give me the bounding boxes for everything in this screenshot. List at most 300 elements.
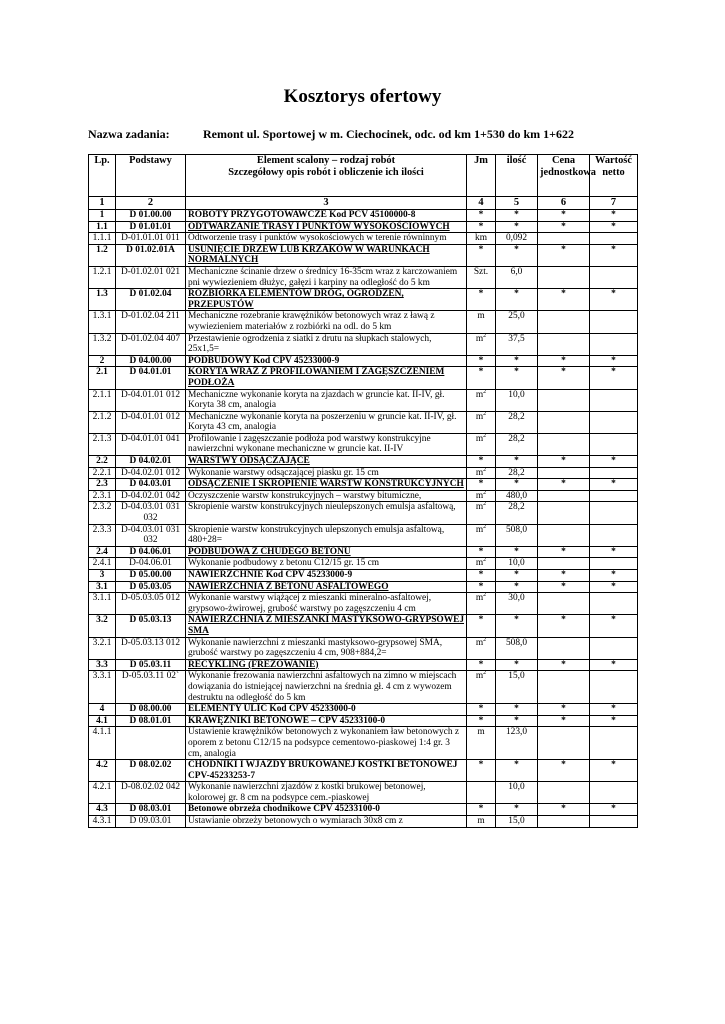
row-description: Wykonanie warstwy odsączającej piasku gr. 15 cm — [186, 467, 467, 479]
row-podstawy: D 05.03.13 — [116, 615, 186, 637]
row-podstawy: D 04.00.00 — [116, 355, 186, 367]
row-lp: 3 — [89, 570, 116, 582]
row-unit-price: * — [538, 715, 590, 727]
row-podstawy — [116, 727, 186, 760]
row-quantity: 15,0 — [496, 671, 538, 704]
table-row — [89, 558, 638, 570]
row-unit: m — [467, 816, 496, 828]
row-lp: 3.2.1 — [89, 637, 116, 659]
row-net-value: * — [590, 546, 638, 558]
row-unit-price: * — [538, 581, 590, 593]
row-lp: 2.1 — [89, 367, 116, 389]
row-description: NAWIERZCHNIA Z MIESZANKI MASTYKSOWO-GRYPSOWEJ SMA — [186, 615, 467, 637]
row-unit-price — [538, 727, 590, 760]
row-quantity: * — [496, 760, 538, 782]
row-quantity: 15,0 — [496, 816, 538, 828]
row-quantity: 480,0 — [496, 490, 538, 502]
row-net-value: * — [590, 581, 638, 593]
row-net-value — [590, 311, 638, 333]
row-description: Ustawienie krawężników betonowych z wykonaniem ław betonowych z oporem z betonu C12/15 na podsypce cementowo-piaskowej 1:4 gr. 3 cm, analogia — [186, 727, 467, 760]
row-description: NAWIERZCHNIE Kod CPV 45233000-9 — [186, 570, 467, 582]
row-lp: 3.2 — [89, 615, 116, 637]
row-unit-price: * — [538, 479, 590, 491]
table-row — [89, 333, 638, 355]
row-podstawy: D 04.02.01 — [116, 456, 186, 468]
row-unit-price: * — [538, 570, 590, 582]
row-lp: 2.4.1 — [89, 558, 116, 570]
row-podstawy: D 04.06.01 — [116, 546, 186, 558]
row-description: Mechaniczne ścinanie drzew o średnicy 16-35cm wraz z karczowaniem pni wywiezieniem dłużyc, gałęzi i karpiny na odległość do 5 km — [186, 266, 467, 288]
row-unit: $m^2$ — [467, 558, 496, 570]
header-element-line2: Szczegółowy opis robót i obliczenie ich ilości — [228, 166, 424, 178]
row-net-value: * — [590, 456, 638, 468]
row-quantity: 123,0 — [496, 727, 538, 760]
row-unit-price — [538, 467, 590, 479]
row-description: KRAWĘŻNIKI BETONOWE – CPV 45233100-0 — [186, 715, 467, 727]
row-podstawy: D-05.03.13 012 — [116, 637, 186, 659]
row-lp: 1 — [89, 210, 116, 222]
row-lp: 2.3 — [89, 479, 116, 491]
row-description: Wykonanie nawierzchni z mieszanki mastyksowo-grypsowej SMA, grubość warstwy po zagęszczeniu 4 cm, 908+884,2= — [186, 637, 467, 659]
row-podstawy: D 08.01.01 — [116, 715, 186, 727]
row-net-value: * — [590, 479, 638, 491]
row-quantity: 508,0 — [496, 637, 538, 659]
row-podstawy: D 05.00.00 — [116, 570, 186, 582]
row-unit: $m^2$ — [467, 524, 496, 546]
table-row — [89, 546, 638, 558]
row-lp: 2.3.2 — [89, 502, 116, 524]
row-unit-price — [538, 524, 590, 546]
row-unit-price: * — [538, 210, 590, 222]
table-row — [89, 389, 638, 411]
table-row — [89, 804, 638, 816]
table-row — [89, 467, 638, 479]
row-quantity: 28,2 — [496, 467, 538, 479]
row-unit: * — [467, 659, 496, 671]
row-quantity: 25,0 — [496, 311, 538, 333]
row-description: Przestawienie ogrodzenia z siatki z drutu na słupkach stalowych, 25x1,5= — [186, 333, 467, 355]
row-unit-price — [538, 671, 590, 704]
row-podstawy: D 04.01.01 — [116, 367, 186, 389]
table-row — [89, 615, 638, 637]
row-unit: m — [467, 727, 496, 760]
row-unit: m — [467, 311, 496, 333]
table-row — [89, 715, 638, 727]
row-unit: * — [467, 704, 496, 716]
row-podstawy: D-04.02.01 042 — [116, 490, 186, 502]
header-cena: Cena jednostkowa — [538, 155, 590, 197]
row-unit: Szt. — [467, 266, 496, 288]
row-description: Wykonanie warstwy wiążącej z mieszanki mineralno-asfaltowej, grypsowo-żwirowej, grubość warstwy po zagęszczeniu 4 cm — [186, 593, 467, 615]
row-unit: * — [467, 804, 496, 816]
row-quantity: * — [496, 456, 538, 468]
row-description: ELEMENTY ULIC Kod CPV 45233000-0 — [186, 704, 467, 716]
row-description: Wykonanie frezowania nawierzchni asfaltowych na zimno w miejscach dowiązania do istniejącej nawierzchni na średnia gł. 4 cm z wywozem destruktu na odległość do 5 km — [186, 671, 467, 704]
row-quantity: 10,0 — [496, 389, 538, 411]
row-podstawy: D 09.03.01 — [116, 816, 186, 828]
row-unit: * — [467, 456, 496, 468]
column-number: 5 — [496, 197, 538, 210]
row-quantity: 28,2 — [496, 502, 538, 524]
row-net-value — [590, 233, 638, 245]
row-unit-price — [538, 411, 590, 433]
row-unit-price: * — [538, 659, 590, 671]
row-description: Wykonanie podbudowy z betonu C12/15 gr. 15 cm — [186, 558, 467, 570]
row-unit-price: * — [538, 221, 590, 233]
row-unit: $m^2$ — [467, 637, 496, 659]
row-description: Odtworzenie trasy i punktów wysokościowych w terenie równinnym — [186, 233, 467, 245]
row-podstawy: D 04.03.01 — [116, 479, 186, 491]
task-name: Remont ul. Sportowej w m. Ciechocinek, odc. od km 1+530 do km 1+622 — [203, 127, 575, 141]
row-quantity: * — [496, 581, 538, 593]
row-unit-price — [538, 637, 590, 659]
row-description: Betonowe obrzeża chodnikowe CPV 45233100-0 — [186, 804, 467, 816]
row-quantity: 28,2 — [496, 411, 538, 433]
row-unit-price: * — [538, 760, 590, 782]
row-unit-price — [538, 389, 590, 411]
row-description: Profilowanie i zagęszczanie podłoża pod warstwy konstrukcyjne nawierzchni wykonane mechaniczne w gruncie kat. II-IV — [186, 433, 467, 455]
row-net-value — [590, 389, 638, 411]
row-quantity: 10,0 — [496, 558, 538, 570]
row-unit-price — [538, 266, 590, 288]
column-number: 3 — [186, 197, 467, 210]
row-unit: $m^2$ — [467, 467, 496, 479]
row-unit: $m^2$ — [467, 389, 496, 411]
row-unit — [467, 782, 496, 804]
row-net-value: * — [590, 210, 638, 222]
row-description: Mechaniczne rozebranie krawężników betonowych wraz z ławą z wywiezieniem materiałów z rozbiórki na odl. do 5 km — [186, 311, 467, 333]
row-lp: 1.3 — [89, 289, 116, 311]
row-quantity: * — [496, 355, 538, 367]
row-lp: 2.1.2 — [89, 411, 116, 433]
row-unit: * — [467, 479, 496, 491]
header-ilosc: ilość — [496, 155, 538, 197]
row-description: PODBUDOWY Kod CPV 45233000-9 — [186, 355, 467, 367]
row-unit: $m^2$ — [467, 411, 496, 433]
row-quantity: 6,0 — [496, 266, 538, 288]
row-description: USUNIĘCIE DRZEW LUB KRZAKÓW W WARUNKACH NORMALNYCH — [186, 244, 467, 266]
row-lp: 4.1 — [89, 715, 116, 727]
row-lp: 1.3.1 — [89, 311, 116, 333]
header-wartosc: Wartość netto — [590, 155, 638, 197]
row-lp: 1.2.1 — [89, 266, 116, 288]
row-lp: 4.1.1 — [89, 727, 116, 760]
row-description: NAWIERZCHNIA Z BETONU ASFALTOWEGO — [186, 581, 467, 593]
table-row — [89, 311, 638, 333]
row-unit: $m^2$ — [467, 490, 496, 502]
row-lp: 3.3.1 — [89, 671, 116, 704]
table-row — [89, 456, 638, 468]
row-podstawy: D 08.00.00 — [116, 704, 186, 716]
row-unit: * — [467, 210, 496, 222]
row-unit: * — [467, 570, 496, 582]
row-unit-price — [538, 816, 590, 828]
row-net-value: * — [590, 804, 638, 816]
row-unit: $m^2$ — [467, 671, 496, 704]
row-unit-price: * — [538, 289, 590, 311]
table-row — [89, 221, 638, 233]
row-net-value — [590, 782, 638, 804]
row-net-value — [590, 433, 638, 455]
row-net-value: * — [590, 704, 638, 716]
row-lp: 1.3.2 — [89, 333, 116, 355]
row-net-value — [590, 524, 638, 546]
row-podstawy: D 01.02.01A — [116, 244, 186, 266]
row-podstawy: D-04.01.01 041 — [116, 433, 186, 455]
row-podstawy: D-01.02.04 211 — [116, 311, 186, 333]
row-lp: 2.3.3 — [89, 524, 116, 546]
row-quantity: 10,0 — [496, 782, 538, 804]
row-quantity: * — [496, 659, 538, 671]
row-lp: 4 — [89, 704, 116, 716]
row-lp: 4.2 — [89, 760, 116, 782]
header-element — [186, 155, 467, 197]
row-lp: 2 — [89, 355, 116, 367]
table-row — [89, 524, 638, 546]
row-quantity: * — [496, 210, 538, 222]
row-description: WARSTWY ODSĄCZAJĄCE — [186, 456, 467, 468]
column-number: 2 — [116, 197, 186, 210]
row-description: ODTWARZANIE TRASY I PUNKTÓW WYSOKOŚCIOWYCH — [186, 221, 467, 233]
header-lp: Lp. — [89, 155, 116, 197]
table-row — [89, 570, 638, 582]
row-unit-price: * — [538, 367, 590, 389]
table-row — [89, 581, 638, 593]
row-unit: * — [467, 221, 496, 233]
row-quantity: * — [496, 804, 538, 816]
task-label: Nazwa zadania: — [88, 127, 170, 141]
row-lp: 1.2 — [89, 244, 116, 266]
row-description: KORYTA WRAZ Z PROFILOWANIEM I ZAGĘSZCZENIEM PODŁOŻA — [186, 367, 467, 389]
row-unit-price — [538, 233, 590, 245]
row-net-value: * — [590, 221, 638, 233]
row-net-value: * — [590, 615, 638, 637]
table-row — [89, 210, 638, 222]
row-lp: 4.2.1 — [89, 782, 116, 804]
table-row — [89, 289, 638, 311]
table-row — [89, 411, 638, 433]
row-net-value — [590, 727, 638, 760]
row-description: Mechaniczne wykonanie koryta na poszerzeniu w gruncie kat. II-IV, gł. Koryta 43 cm, analogia — [186, 411, 467, 433]
cost-estimate-table — [88, 154, 638, 828]
row-podstawy: D 01.02.04 — [116, 289, 186, 311]
table-row — [89, 637, 638, 659]
row-unit-price — [538, 490, 590, 502]
row-description: Wykonanie nawierzchni zjazdów z kostki brukowej betonowej, kolorowej gr. 8 cm na podsypce cem.-piaskowej — [186, 782, 467, 804]
row-quantity: * — [496, 221, 538, 233]
row-lp: 1.1.1 — [89, 233, 116, 245]
document-title: Kosztorys ofertowy — [283, 86, 442, 107]
row-unit: * — [467, 715, 496, 727]
row-lp: 2.4 — [89, 546, 116, 558]
row-unit-price — [538, 433, 590, 455]
row-unit: * — [467, 355, 496, 367]
row-net-value — [590, 637, 638, 659]
row-lp: 2.2.1 — [89, 467, 116, 479]
row-lp: 2.3.1 — [89, 490, 116, 502]
row-unit-price — [538, 558, 590, 570]
row-net-value — [590, 816, 638, 828]
row-net-value — [590, 593, 638, 615]
row-description: PODBUDOWA Z CHUDEGO BETONU — [186, 546, 467, 558]
column-number: 1 — [89, 197, 116, 210]
row-podstawy: D-01.01.01 011 — [116, 233, 186, 245]
row-net-value: * — [590, 367, 638, 389]
row-quantity: * — [496, 289, 538, 311]
row-quantity: * — [496, 367, 538, 389]
table-row — [89, 433, 638, 455]
row-quantity: * — [496, 244, 538, 266]
row-quantity: 508,0 — [496, 524, 538, 546]
row-net-value — [590, 411, 638, 433]
table-row — [89, 367, 638, 389]
row-podstawy: D-05.03.11 02` — [116, 671, 186, 704]
row-lp: 4.3 — [89, 804, 116, 816]
row-unit-price: * — [538, 355, 590, 367]
row-unit-price — [538, 333, 590, 355]
row-unit-price: * — [538, 456, 590, 468]
row-podstawy: D 01.01.01 — [116, 221, 186, 233]
row-unit-price: * — [538, 546, 590, 558]
column-number: 6 — [538, 197, 590, 210]
table-row — [89, 671, 638, 704]
row-description: Skropienie warstw konstrukcyjnych ulepszonych emulsja asfaltową, 480+28= — [186, 524, 467, 546]
column-number: 4 — [467, 197, 496, 210]
row-description: Mechaniczne wykonanie koryta na zjazdach w gruncie kat. II-IV, gł. Koryta 38 cm, analogia — [186, 389, 467, 411]
table-row — [89, 727, 638, 760]
row-net-value — [590, 502, 638, 524]
row-unit: $m^2$ — [467, 593, 496, 615]
table-row — [89, 479, 638, 491]
row-lp: 3.3 — [89, 659, 116, 671]
row-podstawy: D 05.03.05 — [116, 581, 186, 593]
row-podstawy: D-04.01.01 012 — [116, 411, 186, 433]
table-row — [89, 355, 638, 367]
row-unit: $m^2$ — [467, 333, 496, 355]
row-unit-price: * — [538, 615, 590, 637]
row-quantity: * — [496, 479, 538, 491]
row-podstawy: D 08.02.02 — [116, 760, 186, 782]
row-lp: 2.2 — [89, 456, 116, 468]
header-podstawy: Podstawy — [116, 155, 186, 197]
row-unit: * — [467, 244, 496, 266]
column-number: 7 — [590, 197, 638, 210]
table-row — [89, 760, 638, 782]
row-net-value: * — [590, 715, 638, 727]
row-lp: 3.1 — [89, 581, 116, 593]
row-lp: 4.3.1 — [89, 816, 116, 828]
row-podstawy: D-04.03.01 031 032 — [116, 502, 186, 524]
row-net-value — [590, 671, 638, 704]
row-description: CHODNIKI I WJAZDY BRUKOWANEJ KOSTKI BETONOWEJ CPV-45233253-7 — [186, 760, 467, 782]
row-net-value: * — [590, 570, 638, 582]
row-unit-price: * — [538, 804, 590, 816]
row-podstawy: D-04.01.01 012 — [116, 389, 186, 411]
row-unit: * — [467, 546, 496, 558]
row-unit: $m^2$ — [467, 502, 496, 524]
row-unit: * — [467, 760, 496, 782]
table-row — [89, 490, 638, 502]
row-quantity: 37,5 — [496, 333, 538, 355]
table-row — [89, 266, 638, 288]
row-net-value — [590, 490, 638, 502]
row-podstawy: D-04.03.01 031 032 — [116, 524, 186, 546]
row-net-value: * — [590, 659, 638, 671]
row-description: Ustawianie obrzeży betonowych o wymiarach 30x8 cm z — [186, 816, 467, 828]
row-podstawy: D-04.06.01 — [116, 558, 186, 570]
table-row — [89, 659, 638, 671]
row-unit-price — [538, 782, 590, 804]
row-unit-price: * — [538, 244, 590, 266]
row-net-value — [590, 333, 638, 355]
row-net-value — [590, 467, 638, 479]
row-net-value: * — [590, 289, 638, 311]
row-unit: * — [467, 367, 496, 389]
table-row — [89, 704, 638, 716]
row-description: Skropienie warstw konstrukcyjnych nieulepszonych emulsja asfaltową, — [186, 502, 467, 524]
row-quantity: * — [496, 615, 538, 637]
table-row — [89, 502, 638, 524]
table-body — [89, 210, 638, 828]
row-unit: km — [467, 233, 496, 245]
header-element-line1: Element scalony – rodzaj robót — [256, 155, 396, 166]
row-unit: * — [467, 581, 496, 593]
row-quantity: * — [496, 715, 538, 727]
row-description: Oczyszczenie warstw konstrukcyjnych – warstwy bitumiczne, — [186, 490, 467, 502]
row-quantity: * — [496, 704, 538, 716]
row-unit-price: * — [538, 704, 590, 716]
row-podstawy: D-04.02.01 012 — [116, 467, 186, 479]
table-row — [89, 782, 638, 804]
table-row — [89, 233, 638, 245]
row-unit: * — [467, 289, 496, 311]
row-net-value: * — [590, 355, 638, 367]
row-quantity: 28,2 — [496, 433, 538, 455]
row-podstawy: D-01.02.01 021 — [116, 266, 186, 288]
table-row — [89, 816, 638, 828]
row-description: ROBOTY PRZYGOTOWAWCZE Kod PCV 45100000-8 — [186, 210, 467, 222]
row-description: ROZBIÓRKA ELEMENTÓW DRÓG, OGRODZEŃ, PRZEPUSTÓW — [186, 289, 467, 311]
row-description: RECYKLING (FREZOWANIE) — [186, 659, 467, 671]
row-unit: * — [467, 615, 496, 637]
row-lp: 2.1.3 — [89, 433, 116, 455]
row-unit-price — [538, 502, 590, 524]
header-jm: Jm — [467, 155, 496, 197]
row-quantity: 30,0 — [496, 593, 538, 615]
row-podstawy: D-01.02.04 407 — [116, 333, 186, 355]
row-quantity: 0,092 — [496, 233, 538, 245]
row-podstawy: D 01.00.00 — [116, 210, 186, 222]
row-lp: 3.1.1 — [89, 593, 116, 615]
row-net-value — [590, 558, 638, 570]
table-row — [89, 244, 638, 266]
row-quantity: * — [496, 546, 538, 558]
row-unit-price — [538, 593, 590, 615]
row-quantity: * — [496, 570, 538, 582]
row-unit: $m^2$ — [467, 433, 496, 455]
row-unit-price — [538, 311, 590, 333]
row-podstawy: D-05.03.05 012 — [116, 593, 186, 615]
row-net-value: * — [590, 244, 638, 266]
row-description: ODSĄCZENIE I SKROPIENIE WARSTW KONSTRUKCYJNYCH — [186, 479, 467, 491]
row-lp: 1.1 — [89, 221, 116, 233]
row-net-value — [590, 266, 638, 288]
row-lp: 2.1.1 — [89, 389, 116, 411]
row-net-value: * — [590, 760, 638, 782]
row-podstawy: D-08.02.02 042 — [116, 782, 186, 804]
row-podstawy: D 05.03.11 — [116, 659, 186, 671]
column-number-row — [89, 197, 638, 210]
